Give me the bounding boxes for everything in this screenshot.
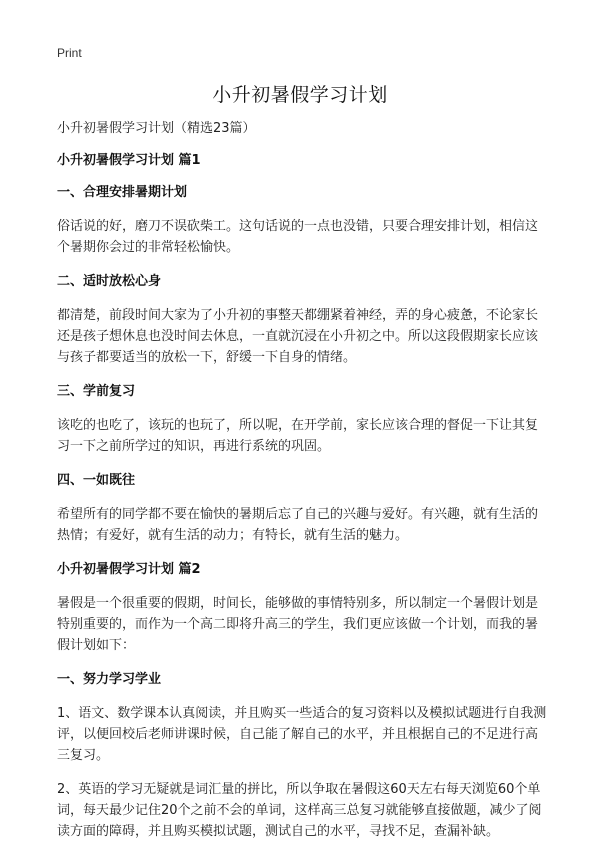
section-heading: 三、学前复习: [57, 384, 136, 399]
section-heading: 四、一如既往: [57, 473, 136, 488]
print-link[interactable]: Print: [57, 46, 82, 60]
paragraph: 1、语文、数学课本认真阅读，并且购买一些适合的复习资料以及模拟试题进行自我测评，以便回校后老师讲课时候，自己能了解自己的水平，并且根据自己的不足进行高三复习。: [57, 706, 547, 763]
article-subtitle: 小升初暑假学习计划（精选23篇）: [57, 121, 256, 136]
paragraph: 俗话说的好，磨刀不误砍柴工。这句话说的一点也没错，只要合理安排计划，相信这个暑期你会过的非常轻松愉快。: [57, 219, 539, 255]
paragraph: 2、英语的学习无疑就是词汇量的拼比，所以争取在暑假这60天左右每天浏览60个单词，每天最少记住20个之前不会的单词，这样高三总复习就能够直接做题，减少了阅读方面的障碍，并且购买模拟试题，测试自己的水平，寻找不足，查漏补缺。: [57, 782, 542, 839]
section-heading: 小升初暑假学习计划 篇2: [57, 562, 201, 577]
section-heading: 一、合理安排暑期计划: [57, 185, 188, 200]
article-body: [57, 118, 547, 842]
paragraph: 暑假是一个很重要的假期，时间长，能够做的事情特别多，所以制定一个暑假计划是特别重要的，而作为一个高二即将升高三的学生，我们更应该做一个计划，而我的暑假计划如下：: [57, 596, 539, 653]
section-heading: 一、努力学习学业: [57, 672, 162, 687]
paragraph: 都清楚，前段时间大家为了小升初的事整天都绷紧着神经，弄的身心疲惫，不论家长还是孩子想休息也没时间去休息，一直就沉浸在小升初之中。所以这段假期家长应该与孩子都要适当的放松一下，舒缓一下自身的情绪。: [57, 308, 539, 365]
section-heading: 二、适时放松心身: [57, 274, 162, 289]
paragraph: 该吃的也吃了，该玩的也玩了，所以呢，在开学前，家长应该合理的督促一下让其复习一下之前所学过的知识，再进行系统的巩固。: [57, 418, 539, 454]
paragraph: 希望所有的同学都不要在愉快的暑期后忘了自己的兴趣与爱好。有兴趣，就有生活的热情；有爱好，就有生活的动力；有特长，就有生活的魅力。: [57, 507, 539, 543]
section-heading: 小升初暑假学习计划 篇1: [57, 153, 201, 168]
page-title: 小升初暑假学习计划: [212, 84, 388, 106]
